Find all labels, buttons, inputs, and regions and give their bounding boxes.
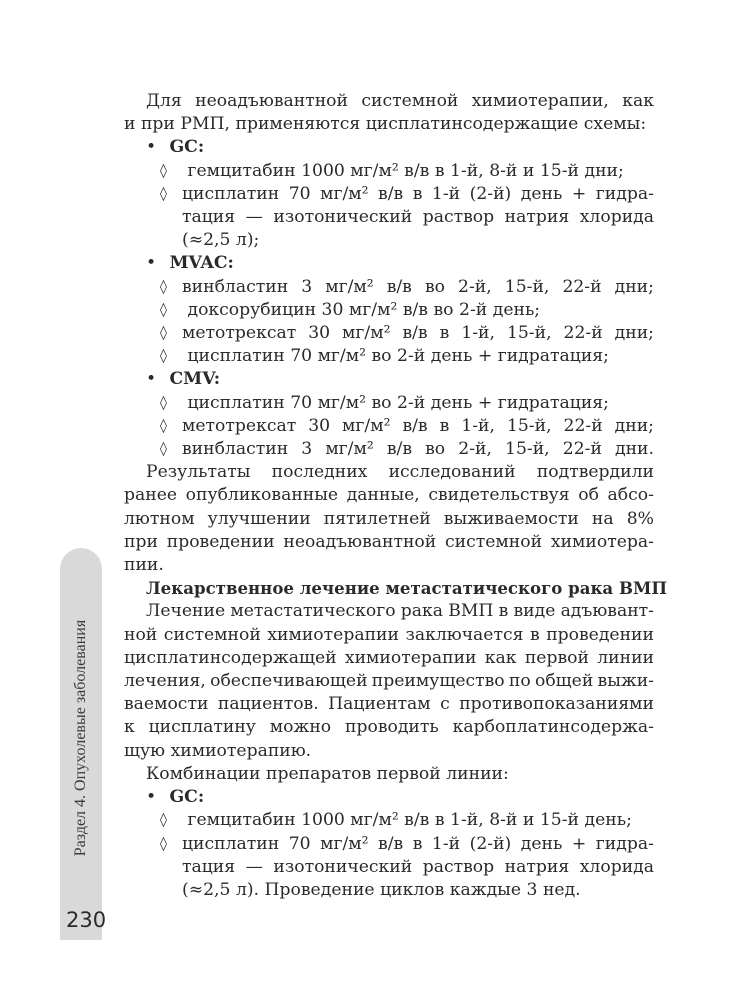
word: ранее	[124, 485, 178, 506]
word: 22-й	[562, 276, 602, 297]
list-item	[124, 160, 654, 183]
word: 2-й	[397, 392, 426, 413]
paragraph-line	[124, 624, 654, 647]
word: щую	[124, 740, 166, 761]
word: в/в	[386, 439, 413, 460]
word: +	[477, 346, 493, 367]
word: изотонический	[273, 207, 413, 228]
word: тация	[182, 856, 236, 877]
word: химиотерапии	[344, 647, 477, 668]
word: химиотерапию.	[170, 740, 312, 761]
word: Проведение	[264, 879, 375, 900]
word: неоадъювантной	[283, 531, 437, 552]
word: в/в	[378, 833, 404, 854]
list-item-continuation	[124, 229, 654, 252]
list-item-text	[188, 392, 609, 415]
word: лечения,	[124, 671, 206, 692]
diamond-icon: ◊	[160, 441, 167, 458]
word: карбоплатинсодержа-	[452, 717, 654, 738]
regimen-title	[124, 136, 654, 159]
word: системной	[445, 531, 543, 552]
word: (2-й)	[469, 833, 512, 854]
regimen-name: GC:	[169, 137, 205, 158]
word: изотонический	[273, 856, 413, 877]
word: дни;	[614, 276, 654, 297]
word: день;	[584, 810, 632, 831]
word: каждые	[449, 879, 522, 900]
word: дни.	[615, 439, 654, 460]
paragraph-line	[124, 484, 654, 507]
word: в/в	[378, 183, 404, 204]
word: 70	[288, 833, 311, 854]
list-item-text	[188, 299, 541, 322]
word: адъювант-	[560, 601, 654, 622]
word: (2-й)	[469, 183, 512, 204]
list-item-text	[182, 276, 654, 299]
word: цисплатин	[187, 392, 285, 413]
list-item-text	[182, 183, 654, 206]
word: проведении	[546, 624, 654, 645]
list-item	[124, 415, 654, 438]
word: в/в	[402, 415, 428, 436]
word: натрия	[504, 207, 570, 228]
word: заключается	[405, 624, 524, 645]
word: 1000 мг/м² в/в	[301, 160, 430, 181]
list-item-text	[182, 833, 654, 856]
bullet-icon: •	[146, 253, 157, 274]
word: проведении	[166, 531, 275, 552]
word: химиотерапии,	[471, 91, 609, 111]
word: мг/м²	[317, 346, 366, 367]
word: 70	[290, 346, 313, 367]
regimen-name: MVAC:	[169, 253, 234, 274]
word: 3	[526, 879, 538, 900]
diamond-icon: ◊	[160, 185, 167, 202]
word: мг/м²	[342, 323, 391, 344]
regimen-title	[124, 252, 654, 275]
word: 15-й,	[504, 276, 550, 297]
list-item	[124, 833, 654, 856]
word: виде	[513, 601, 556, 622]
word: 8%	[626, 508, 654, 529]
list-item-text	[188, 809, 632, 832]
diamond-icon: ◊	[160, 278, 167, 295]
word: дни;	[614, 323, 654, 344]
word: схемы:	[583, 114, 647, 135]
list-item-text	[182, 438, 654, 461]
regimen-name: CMV:	[169, 369, 221, 390]
word: винбластин	[182, 276, 289, 297]
word: циклов	[380, 879, 445, 900]
word: 30	[308, 323, 331, 344]
word: абсо-	[607, 485, 654, 506]
word: 2-й,	[458, 276, 492, 297]
paragraph-line	[124, 461, 654, 484]
word: исследований	[388, 462, 516, 483]
list-item	[124, 438, 654, 461]
word: доксорубицин	[187, 299, 317, 320]
word: 1-й,	[450, 810, 484, 831]
regimen-title	[124, 786, 654, 809]
word: 15-й,	[506, 323, 552, 344]
word: в/в	[386, 276, 412, 297]
word: первой	[524, 647, 589, 668]
word: опубликованные	[185, 485, 339, 506]
word: —	[245, 856, 263, 877]
word: данные,	[346, 485, 420, 506]
word: линии:	[446, 763, 509, 784]
word: во	[433, 299, 454, 320]
list-item	[124, 809, 654, 832]
word: 8-й	[489, 160, 518, 181]
word: 1000 мг/м² в/в	[301, 810, 430, 831]
word: в	[498, 601, 509, 622]
list-item-text	[188, 160, 624, 183]
word: 30	[321, 299, 344, 320]
diamond-icon: ◊	[160, 417, 167, 434]
word: 22-й	[562, 439, 602, 460]
word: применяются	[235, 114, 361, 135]
word: в	[412, 833, 423, 854]
word: метотрексат	[182, 323, 297, 344]
word: Для	[146, 91, 182, 111]
word: (≈2,5 л);	[182, 230, 260, 251]
word: как	[484, 647, 517, 668]
list-item-continuation	[124, 879, 654, 902]
word: по	[508, 671, 531, 692]
paragraph-line	[124, 554, 654, 577]
word: —	[245, 207, 263, 228]
word: метотрексат	[182, 415, 297, 436]
word: в	[434, 810, 445, 831]
word: 30	[308, 415, 331, 436]
word: противопоказаниями	[459, 694, 654, 715]
list-item	[124, 322, 654, 345]
word: 15-й,	[505, 439, 550, 460]
word: Результаты	[146, 462, 251, 483]
diamond-icon: ◊	[160, 325, 167, 342]
word: 22-й	[563, 323, 603, 344]
word: винбластин	[182, 439, 289, 460]
word: общей	[534, 671, 594, 692]
word: 15-й,	[506, 415, 552, 436]
diamond-icon: ◊	[160, 301, 167, 318]
diamond-icon: ◊	[160, 394, 167, 411]
word: раствор	[422, 207, 495, 228]
page-number: 230	[66, 908, 107, 932]
word: натрия	[504, 856, 570, 877]
list-item	[124, 299, 654, 322]
word: неоадъювантной	[195, 91, 348, 111]
word: 15-й	[539, 160, 579, 181]
list-item-text	[188, 345, 609, 368]
word: 70	[290, 392, 313, 413]
word: к	[124, 717, 135, 738]
word: 1-й,	[461, 415, 495, 436]
list-item	[124, 183, 654, 206]
word: рака	[400, 601, 444, 622]
word: линии	[597, 647, 654, 668]
word: цисплатинсодержащей	[124, 647, 337, 668]
paragraph-line	[124, 508, 654, 531]
word: в	[529, 624, 540, 645]
word: цисплатин	[182, 183, 280, 204]
word: цисплатин	[187, 346, 285, 367]
list-item	[124, 392, 654, 415]
word: +	[571, 183, 587, 204]
list-item	[124, 276, 654, 299]
diamond-icon: ◊	[160, 812, 167, 829]
word: 3	[301, 276, 313, 297]
paragraph-line	[124, 531, 654, 554]
word: дни;	[584, 160, 624, 181]
page-body	[124, 90, 668, 902]
word: 1-й	[431, 833, 461, 854]
word: (≈2,5	[182, 879, 231, 900]
diamond-icon: ◊	[160, 348, 167, 365]
word: гидра-	[595, 183, 654, 204]
word: гемцитабин	[187, 160, 296, 181]
word: Лечение	[146, 601, 226, 622]
word: 1-й,	[450, 160, 484, 181]
paragraph-line	[124, 90, 654, 113]
diamond-icon: ◊	[160, 835, 167, 852]
word: в	[412, 183, 423, 204]
word: мг/м²	[348, 299, 398, 320]
word: системной	[163, 624, 261, 645]
bullet-icon: •	[146, 137, 157, 158]
word: 2-й	[459, 299, 488, 320]
word: цисплатин	[182, 833, 280, 854]
paragraph-line	[124, 763, 654, 786]
word: день	[430, 346, 473, 367]
word: и	[522, 810, 535, 831]
word: мг/м²	[325, 276, 374, 297]
word: нед.	[542, 879, 581, 900]
word: последних	[271, 462, 368, 483]
word: мг/м²	[325, 439, 374, 460]
paragraph-line	[124, 693, 654, 716]
paragraph-line	[124, 600, 654, 623]
word: во	[371, 392, 392, 413]
word: в	[439, 415, 450, 436]
bullet-icon: •	[146, 787, 157, 808]
regimen-title	[124, 368, 654, 391]
word: и	[124, 114, 136, 135]
word: и	[522, 160, 535, 181]
word: улучшении	[207, 508, 311, 529]
word: 2-й,	[458, 439, 492, 460]
list-item-text	[182, 322, 654, 345]
word: 3	[301, 439, 313, 460]
word: +	[571, 833, 587, 854]
word: свидетельствуя	[428, 485, 570, 506]
word: 15-й	[539, 810, 579, 831]
word: во	[424, 276, 445, 297]
list-item-text	[182, 415, 654, 438]
word: день	[520, 833, 563, 854]
word: гидратация;	[497, 346, 609, 367]
word: обеспечивающей	[210, 671, 368, 692]
word: в	[434, 160, 445, 181]
word: гидра-	[595, 833, 654, 854]
word: можно	[269, 717, 332, 738]
paragraph-line	[124, 716, 654, 739]
word: проводить	[345, 717, 439, 738]
word: в	[439, 323, 450, 344]
word: системной	[361, 91, 459, 111]
word: пациентов.	[217, 694, 319, 715]
word: первой	[376, 763, 441, 784]
word: Пациентам	[328, 694, 431, 715]
word: метастатического	[230, 601, 396, 622]
word: хлорида	[579, 856, 654, 877]
list-item-continuation	[124, 856, 654, 879]
word: ВМП	[448, 601, 494, 622]
word: пятилетней	[323, 508, 431, 529]
word: день;	[492, 299, 541, 320]
diamond-icon: ◊	[160, 162, 167, 179]
word: преимущество	[371, 671, 505, 692]
word: цисплатинсодержащие	[365, 114, 579, 135]
word: 8-й	[489, 810, 518, 831]
word: ной	[124, 624, 158, 645]
regimen-name: GC:	[169, 787, 205, 808]
word: на	[591, 508, 614, 529]
bullet-icon: •	[146, 369, 157, 390]
word: как	[622, 91, 654, 111]
list-item-continuation	[124, 206, 654, 229]
word: выжи-	[597, 671, 654, 692]
word: 2-й	[397, 346, 426, 367]
word: ваемости	[124, 694, 209, 715]
word: при	[124, 531, 158, 552]
word: мг/м²	[342, 415, 391, 436]
word: тация	[182, 207, 236, 228]
word: 70	[288, 183, 311, 204]
word: хлорида	[579, 207, 654, 228]
section-heading: Лекарственное лечение метастатического рака ВМП	[146, 578, 668, 599]
word: препаратов	[266, 763, 372, 784]
paragraph-line	[124, 670, 654, 693]
word: дни;	[614, 415, 654, 436]
word: в/в	[402, 299, 428, 320]
word: мг/м²	[320, 183, 369, 204]
word: при	[140, 114, 175, 135]
paragraph-line	[124, 113, 654, 136]
paragraph-line	[124, 740, 654, 763]
paragraph-line	[124, 647, 654, 670]
word: во	[425, 439, 446, 460]
word: л).	[235, 879, 260, 900]
word: выживаемости	[443, 508, 579, 529]
word: Комбинации	[146, 763, 261, 784]
word: день	[520, 183, 563, 204]
word: цисплатину	[148, 717, 256, 738]
word: 22-й	[563, 415, 603, 436]
word: гемцитабин	[187, 810, 296, 831]
word: об	[578, 485, 599, 506]
word: химиотера-	[550, 531, 654, 552]
word: в/в	[402, 323, 428, 344]
word: гидратация;	[497, 392, 609, 413]
word: мг/м²	[320, 833, 369, 854]
word: раствор	[422, 856, 495, 877]
word: РМП,	[180, 114, 231, 135]
word: 1-й	[431, 183, 461, 204]
word: пии.	[124, 555, 164, 576]
word: 1-й,	[461, 323, 495, 344]
word: подтвердили	[536, 462, 654, 483]
section-label: Раздел 4. Опухолевые заболевания	[72, 619, 89, 857]
word: во	[371, 346, 392, 367]
word: лютном	[124, 508, 195, 529]
word: мг/м²	[317, 392, 366, 413]
word: +	[477, 392, 493, 413]
word: день	[430, 392, 473, 413]
word: химиотерапии	[267, 624, 399, 645]
word: с	[440, 694, 450, 715]
list-item	[124, 345, 654, 368]
